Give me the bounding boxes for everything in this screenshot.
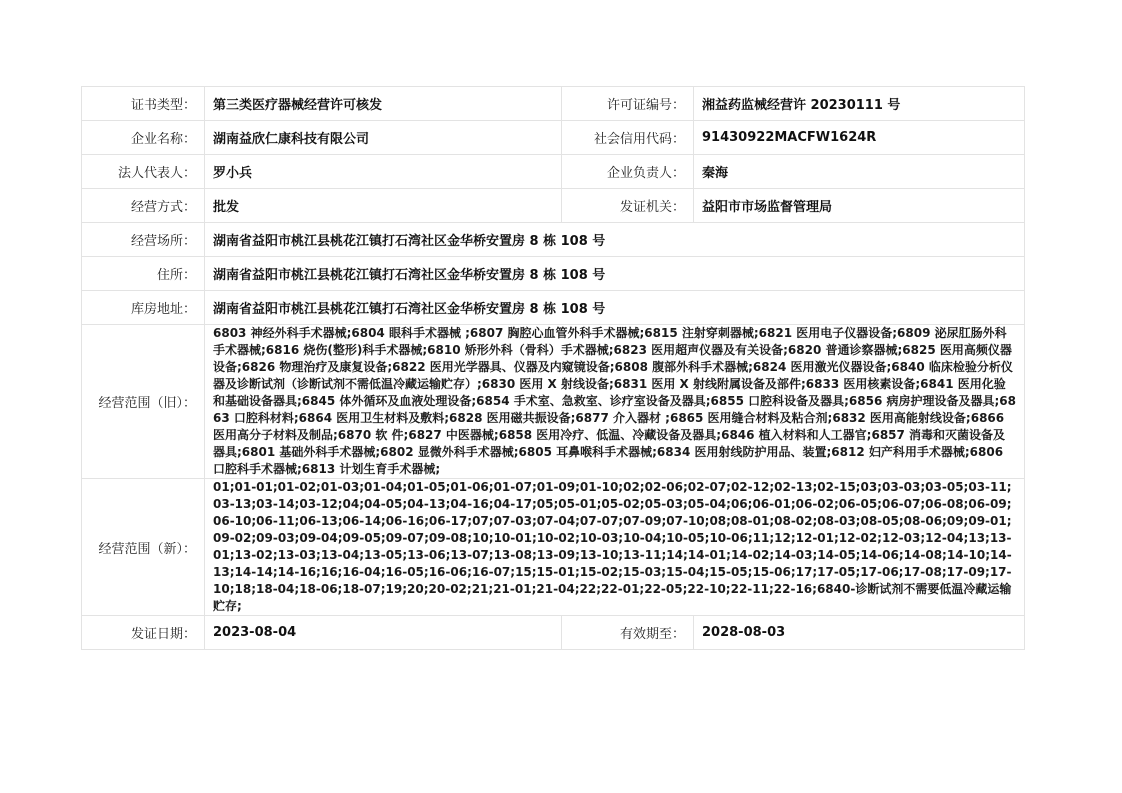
issuer-label: 发证机关： [562, 189, 694, 223]
scope-new-label: 经营范围（新）： [82, 479, 205, 616]
credit-code-value: 91430922MACFW1624R [694, 121, 1025, 155]
cert-type-value: 第三类医疗器械经营许可核发 [205, 87, 562, 121]
row-residence [82, 257, 1025, 291]
row-scope-new [82, 479, 1025, 616]
valid-until-value: 2028-08-03 [694, 616, 1025, 650]
residence-label: 住所： [82, 257, 205, 291]
issue-date-value: 2023-08-04 [205, 616, 562, 650]
mode-label: 经营方式： [82, 189, 205, 223]
row-legal-rep [82, 155, 1025, 189]
mode-value: 批发 [205, 189, 562, 223]
warehouse-value: 湖南省益阳市桃江县桃花江镇打石湾社区金华桥安置房 8 栋 108 号 [205, 291, 1025, 325]
residence-value: 湖南省益阳市桃江县桃花江镇打石湾社区金华桥安置房 8 栋 108 号 [205, 257, 1025, 291]
row-cert-type [82, 87, 1025, 121]
cert-type-label: 证书类型： [82, 87, 205, 121]
principal-value: 秦海 [694, 155, 1025, 189]
row-premises [82, 223, 1025, 257]
row-scope-old [82, 325, 1025, 479]
row-dates [82, 616, 1025, 650]
row-mode [82, 189, 1025, 223]
license-no-label: 许可证编号： [562, 87, 694, 121]
premises-value: 湖南省益阳市桃江县桃花江镇打石湾社区金华桥安置房 8 栋 108 号 [205, 223, 1025, 257]
credit-code-label: 社会信用代码： [562, 121, 694, 155]
principal-label: 企业负责人： [562, 155, 694, 189]
scope-new-value: 01;01-01;01-02;01-03;01-04;01-05;01-06;01-07;01-09;01-10;02;02-06;02-07;02-12;02-13;02-15;03;03-03;03-05;03-11;03-13;03-14;03-12;04;04-05;04-13;04-16;04-17;05;05-01;05-02;05-03;05-04;06;06-01;06-02;06-05;06-07;06-08;06-09;06-10;06-11;06-13;06-14;06-16;06-17;07;07-03;07-04;07-07;07-09;07-10;08;08-01;08-02;08-03;08-05;08-06;09;09-01;09-02;09-03;09-04;09-05;09-07;09-08;10;10-01;10-02;10-03;10-04;10-05;10-06;11;12;12-01;12-02;12-03;12-04;13;13-01;13-02;13-03;13-04;13-05;13-06;13-07;13-08;13-09;13-10;13-11;14;14-01;14-02;14-03;14-05;14-06;14-08;14-10;14-13;14-14;14-16;16;16-04;16-05;16-06;16-07;15;15-01;15-02;15-03;15-04;15-05;15-06;17;17-05;17-06;17-08;17-09;17-10;18;18-04;18-06;18-07;19;20;20-02;21;21-01;21-04;22;22-01;22-05;22-10;22-11;22-16;6840-诊断试剂不需要低温冷藏运输贮存; [205, 479, 1025, 616]
company-label: 企业名称： [82, 121, 205, 155]
row-company [82, 121, 1025, 155]
premises-label: 经营场所： [82, 223, 205, 257]
warehouse-label: 库房地址： [82, 291, 205, 325]
issue-date-label: 发证日期： [82, 616, 205, 650]
legal-rep-value: 罗小兵 [205, 155, 562, 189]
issuer-value: 益阳市市场监督管理局 [694, 189, 1025, 223]
valid-until-label: 有效期至： [562, 616, 694, 650]
company-value: 湖南益欣仁康科技有限公司 [205, 121, 562, 155]
scope-old-value: 6803 神经外科手术器械;6804 眼科手术器械 ;6807 胸腔心血管外科手术器械;6815 注射穿刺器械;6821 医用电子仪器设备;6809 泌尿肛肠外科手术器械;6816 烧伤(整形)科手术器械;6810 矫形外科（骨科）手术器械;6823 医用超声仪器及有关设备;6820 普通诊察器械;6825 医用高频仪器设备;6826 物理治疗及康复设备;6822 医用光学器具、仪器及内窥镜设备;6808 腹部外科手术器械;6824 医用激光仪器设备;6840 临床检验分析仪器及诊断试剂（诊断试剂不需低温冷藏运输贮存）;6830 医用 X 射线设备;6831 医用 X 射线附属设备及部件;6833 医用核素设备;6841 医用化验和基础设备器具;6845 体外循环及血液处理设备;6854 手术室、急救室、诊疗室设备及器具;6855 口腔科设备及器具;6856 病房护理设备及器具;6863 口腔科材料;6864 医用卫生材料及敷料;6828 医用磁共振设备;6877 介入器材 ;6865 医用缝合材料及粘合剂;6832 医用高能射线设备;6866 医用高分子材料及制品;6870 软 件;6827 中医器械;6858 医用冷疗、低温、冷藏设备及器具;6846 植入材料和人工器官;6857 消毒和灭菌设备及器具;6801 基础外科手术器械;6802 显微外科手术器械;6805 耳鼻喉科手术器械;6834 医用射线防护用品、装置;6812 妇产科用手术器械;6806 口腔科手术器械;6813 计划生育手术器械; [205, 325, 1025, 479]
license-no-value: 湘益药监械经营许 20230111 号 [694, 87, 1025, 121]
certificate-table [81, 86, 1025, 650]
scope-old-label: 经营范围（旧）： [82, 325, 205, 479]
legal-rep-label: 法人代表人： [82, 155, 205, 189]
row-warehouse [82, 291, 1025, 325]
